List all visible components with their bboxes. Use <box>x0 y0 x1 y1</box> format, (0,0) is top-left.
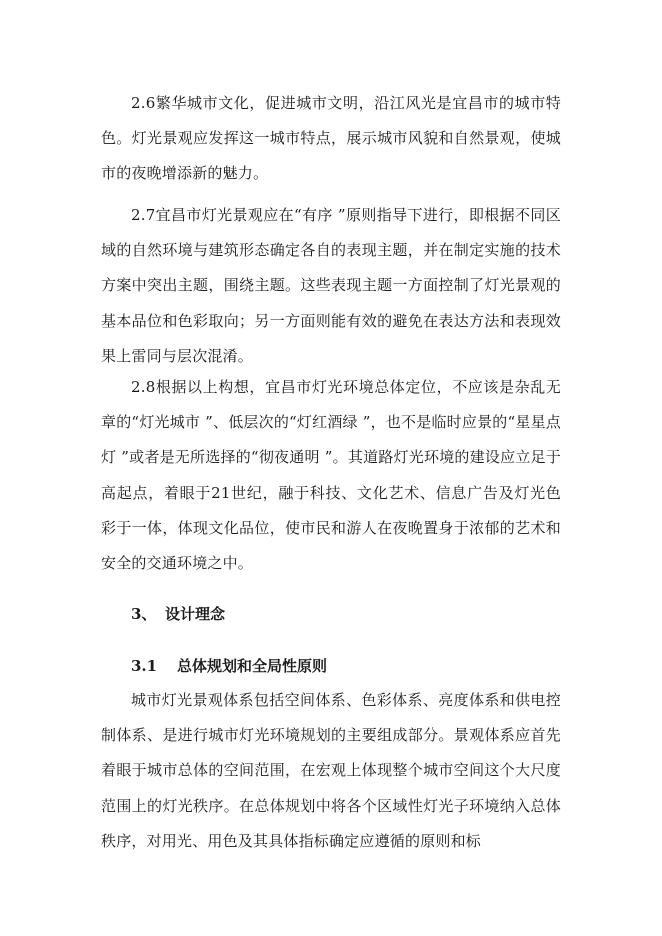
paragraph-2-8: 2.8根据以上构想，宜昌市灯光环境总体定位，不应该是杂乱无章的“灯光城市 ”、低层次的“灯红酒绿 ”，也不是临时应景的“星星点灯 ”或者是无所选择的“彻夜通明 ”。其道路灯光环境的建设应立足于高起点，着眼于21世纪，融于科技、文化艺术、信息广告及灯光色彩于一体，体现文化品位，使市民和游人在夜晚置身于浓郁的艺术和安全的交通环境之中。 <box>101 378 561 573</box>
paragraph-2-7: 2.7宜昌市灯光景观应在“有序 ”原则指导下进行，即根据不同区域的自然环境与建筑形态确定各自的表现主题，并在制定实施的技术方案中突出主题，围绕主题。这些表现主题一方面控制了灯光景观的基本品位和色彩取向；另一方面则能有效的避免在表达方法和表现效果上雷同与层次混淆。 <box>101 206 561 365</box>
subsection-title: 总体规划和全局性原则 <box>177 657 328 675</box>
section-number: 3、 <box>131 605 157 623</box>
paragraph-3-1-body: 城市灯光景观体系包括空间体系、色彩体系、亮度体系和供电控制体系、是进行城市灯光环境规划的主要组成部分。景观体系应首先着眼于城市总体的空间范围，在宏观上体现整个城市空间这个大尺度范围上的灯光秩序。在总体规划中将各个区域性灯光子环境纳入总体秩序，对用光、用色及其具体指标确定应遵循的原则和标 <box>101 691 561 850</box>
subsection-heading <box>131 649 327 684</box>
section-title: 设计理念 <box>165 605 226 623</box>
section-heading <box>131 597 225 632</box>
subsection-number: 3.1 <box>131 657 158 675</box>
paragraph-2-6: 2.6繁华城市文化，促进城市文明，沿江风光是宜昌市的城市特色。灯光景观应发挥这一城市特点，展示城市风貌和自然景观，使城市的夜晚增添新的魅力。 <box>101 94 561 183</box>
